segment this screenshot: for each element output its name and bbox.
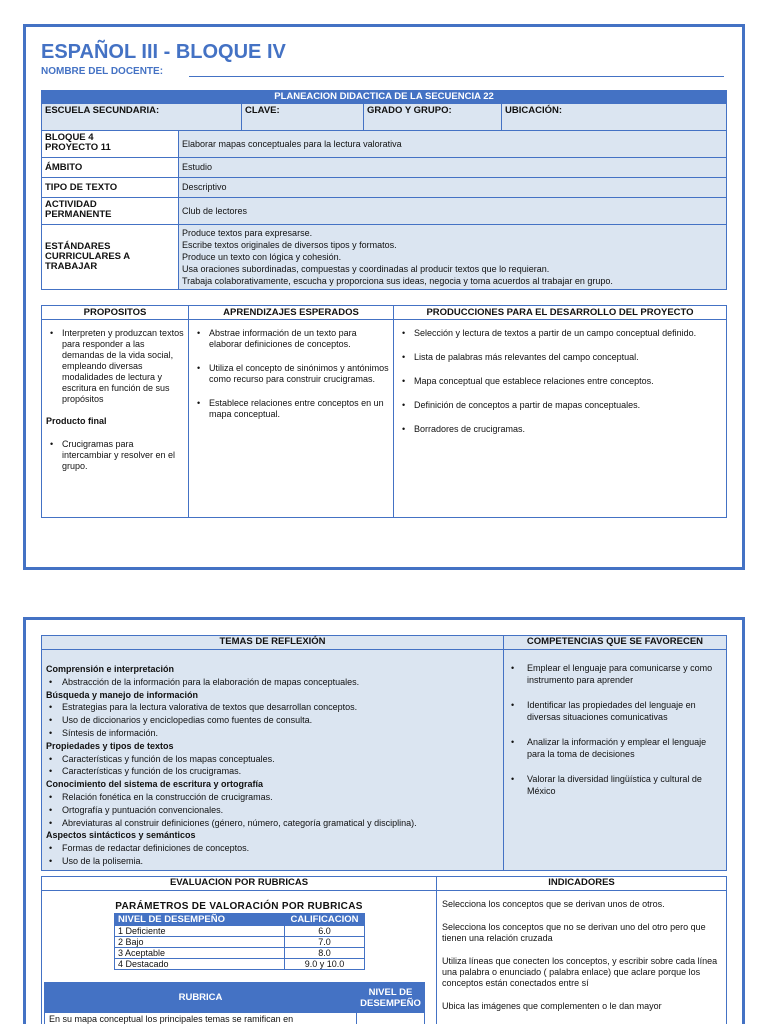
indicador-text: Selecciona los conceptos que no se derivan uno del otro pero que tienen una relación cruzada bbox=[442, 922, 706, 943]
list-item: • Abreviaturas al construir definiciones (género, número, categoría gramatical y disciplina). bbox=[46, 817, 499, 830]
proyecto-table bbox=[41, 305, 727, 518]
rubrica-table bbox=[44, 982, 425, 1024]
producciones-cell bbox=[394, 320, 727, 518]
nivel-cell: 4 Destacado bbox=[115, 959, 285, 970]
page-1 bbox=[23, 24, 745, 570]
escuela-header: ESCUELA SECUNDARIA: bbox=[42, 104, 242, 131]
param-title: PARÁMETROS DE VALORACIÓN POR RUBRICAS bbox=[115, 901, 363, 912]
bloque-label: BLOQUE 4 PROYECTO 11 bbox=[42, 131, 179, 158]
temas-cell bbox=[42, 650, 504, 871]
producto-final-label: Producto final bbox=[46, 416, 107, 426]
list-item: • Síntesis de información. bbox=[46, 727, 499, 740]
list-item: • Establece relaciones entre conceptos en un mapa conceptual. bbox=[193, 398, 389, 420]
nivel-cell: 3 Aceptable bbox=[115, 948, 285, 959]
nivel-cell: 2 Bajo bbox=[115, 937, 285, 948]
list-item: • Abstrae información de un texto para elaborar definiciones de conceptos. bbox=[193, 328, 389, 350]
estandares-value: Produce textos para expresarse. Escribe textos originales de diversos tipos y formatos. Produce un texto con lógica y cohesión. Usa oraciones subordinadas, compuestas y coordinadas al producir textos que lo requieran. Trabaja colaborativamente, escucha y proporciona sus ideas, negocia y toma acuerdos al trabajar en grupo. bbox=[179, 225, 727, 290]
indicador-text: Utiliza líneas que conecten los conceptos, y escribir sobre cada línea una palabra o enunciado ( palabra enlace) que aclare porque los conceptos están conectados entre sí bbox=[442, 956, 718, 988]
producciones-header: PRODUCCIONES PARA EL DESARROLLO DEL PROYECTO bbox=[394, 306, 727, 320]
ubicacion-header: UBICACIÓN: bbox=[502, 104, 727, 131]
list-item: • Mapa conceptual que establece relaciones entre conceptos. bbox=[398, 376, 722, 387]
page-2 bbox=[23, 617, 745, 1024]
document-title: ESPAÑOL III - BLOQUE IV bbox=[41, 41, 286, 63]
actividad-label: ACTIVIDAD PERMANENTE bbox=[42, 198, 179, 225]
section-title: Búsqueda y manejo de información bbox=[46, 689, 199, 700]
list-item: • Definición de conceptos a partir de mapas conceptuales. bbox=[398, 400, 722, 411]
temas-header: TEMAS DE REFLEXIÓN bbox=[42, 636, 504, 650]
list-item: • Analizar la información y emplear el lenguaje para la toma de decisiones bbox=[507, 737, 722, 760]
info-band: PLANEACION DIDACTICA DE LA SECUENCIA 22 bbox=[42, 91, 727, 104]
calificacion-header: CALIFICACION bbox=[285, 914, 365, 926]
rubrica-nivel-cell bbox=[357, 1013, 425, 1024]
grado-header: GRADO Y GRUPO: bbox=[364, 104, 502, 131]
bloque-value: Elaborar mapas conceptuales para la lectura valorativa bbox=[179, 131, 727, 158]
evaluacion-header: EVALUACION POR RUBRICAS bbox=[42, 877, 437, 891]
list-item: • Utiliza el concepto de sinónimos y antónimos como recurso para construir crucigramas. bbox=[193, 363, 389, 385]
list-item: • Formas de redactar definiciones de conceptos. bbox=[46, 842, 499, 855]
calificacion-cell: 6.0 bbox=[285, 926, 365, 937]
table-row bbox=[115, 926, 365, 937]
list-item: • Uso de la polisemia. bbox=[46, 855, 499, 868]
indicadores-header: INDICADORES bbox=[437, 877, 727, 891]
propositos-cell bbox=[42, 320, 189, 518]
list-item: • Características y función de los crucigramas. bbox=[46, 765, 499, 778]
tipo-texto-value: Descriptivo bbox=[179, 178, 727, 198]
nivel-table bbox=[114, 913, 365, 970]
evaluacion-cell bbox=[42, 891, 437, 1024]
list-item: • Ortografía y puntuación convencionales. bbox=[46, 804, 499, 817]
list-item: • Lista de palabras más relevantes del campo conceptual. bbox=[398, 352, 722, 363]
calificacion-cell: 7.0 bbox=[285, 937, 365, 948]
ambito-label: ÁMBITO bbox=[42, 158, 179, 178]
section-title: Conocimiento del sistema de escritura y ortografía bbox=[46, 779, 264, 790]
rubrica-header: RUBRICA bbox=[45, 983, 357, 1013]
docente-line bbox=[189, 76, 724, 77]
docente-label: NOMBRE DEL DOCENTE: bbox=[41, 66, 164, 77]
section-title: Propiedades y tipos de textos bbox=[46, 740, 174, 751]
section-title: Comprensión e interpretación bbox=[46, 664, 175, 674]
clave-header: CLAVE: bbox=[242, 104, 364, 131]
nivel-cell: 1 Deficiente bbox=[115, 926, 285, 937]
list-item: • Identificar las propiedades del lenguaje en diversas situaciones comunicativas bbox=[507, 700, 722, 723]
table-row bbox=[115, 937, 365, 948]
propositos-header: PROPOSITOS bbox=[42, 306, 189, 320]
ambito-value: Estudio bbox=[179, 158, 727, 178]
list-item: • Abstracción de la información para la elaboración de mapas conceptuales. bbox=[46, 676, 499, 689]
list-item: • Estrategias para la lectura valorativa de textos que desarrollan conceptos. bbox=[46, 701, 499, 714]
info-table bbox=[41, 90, 727, 290]
aprendizajes-header: APRENDIZAJES ESPERADOS bbox=[189, 306, 394, 320]
indicadores-cell bbox=[437, 891, 727, 1024]
estandares-label: ESTÁNDARES CURRICULARES A TRABAJAR bbox=[42, 225, 179, 290]
evaluacion-table bbox=[41, 876, 727, 1024]
list-item: • Crucigramas para intercambiar y resolver en el grupo. bbox=[46, 439, 184, 472]
indicador-text: Ubica las imágenes que complementen o le dan mayor bbox=[442, 1001, 662, 1011]
list-item: • Borradores de crucigramas. bbox=[398, 424, 722, 435]
list-item: • Interpreten y produzcan textos para responder a las demandas de la vida social, empleando diversas modalidades de lectura y escritura en función de sus propósitos bbox=[46, 328, 184, 405]
section-title: Aspectos sintácticos y semánticos bbox=[46, 830, 196, 841]
aprendizajes-cell bbox=[189, 320, 394, 518]
rubrica-nivel-header: NIVEL DE DESEMPEÑO bbox=[357, 983, 425, 1013]
list-item: • Selección y lectura de textos a partir de un campo conceptual definido. bbox=[398, 328, 722, 339]
list-item: • Características y función de los mapas conceptuales. bbox=[46, 753, 499, 766]
calificacion-cell: 9.0 y 10.0 bbox=[285, 959, 365, 970]
competencias-cell bbox=[504, 650, 727, 871]
indicador-text: Selecciona los conceptos que se derivan unos de otros. bbox=[442, 899, 665, 909]
table-row bbox=[115, 948, 365, 959]
nivel-header: NIVEL DE DESEMPEÑO bbox=[115, 914, 285, 926]
list-item: • Uso de diccionarios y enciclopedias como fuentes de consulta. bbox=[46, 714, 499, 727]
tipo-texto-label: TIPO DE TEXTO bbox=[42, 178, 179, 198]
competencias-header: COMPETENCIAS QUE SE FAVORECEN bbox=[504, 636, 727, 650]
calificacion-cell: 8.0 bbox=[285, 948, 365, 959]
reflexion-table bbox=[41, 635, 727, 871]
list-item: • Valorar la diversidad lingüística y cultural de México bbox=[507, 774, 722, 797]
actividad-value: Club de lectores bbox=[179, 198, 727, 225]
list-item: • Relación fonética en la construcción de crucigramas. bbox=[46, 791, 499, 804]
list-item: • Emplear el lenguaje para comunicarse y como instrumento para aprender bbox=[507, 663, 722, 686]
table-row bbox=[45, 1013, 425, 1024]
rubrica-cell: En su mapa conceptual los principales temas se ramifican en bbox=[45, 1013, 357, 1024]
table-row bbox=[115, 959, 365, 970]
